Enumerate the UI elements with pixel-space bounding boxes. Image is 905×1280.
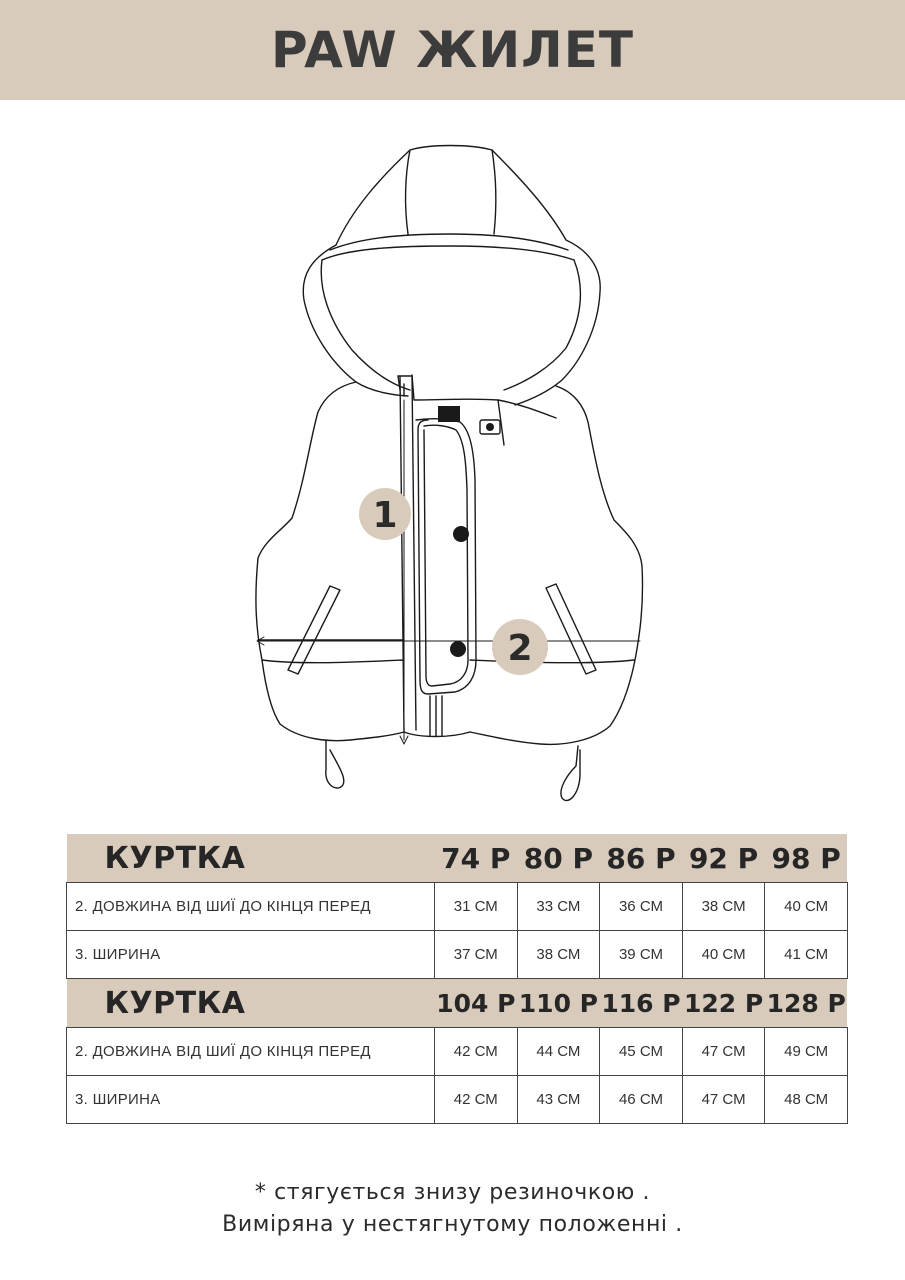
vest-sketch [0,100,905,830]
table-cell: 33 СМ [517,883,600,931]
label-tag [438,406,460,422]
vest-outline [256,146,643,801]
table-header-row [67,979,848,1028]
marker-1 [359,488,411,540]
marker-2 [492,619,548,675]
row-label: 3. ШИРИНА [67,931,435,979]
size-table [66,834,848,1124]
size-header: 92 Р [682,834,765,883]
table-cell: 43 СМ [517,1076,600,1124]
size-header: 116 Р [600,979,683,1028]
table-cell: 47 СМ [682,1028,765,1076]
row-label: 3. ШИРИНА [67,1076,435,1124]
table-cell: 45 СМ [600,1028,683,1076]
size-header: 110 Р [517,979,600,1028]
button-lower [450,641,466,657]
table-cell: 44 СМ [517,1028,600,1076]
table-cell: 49 СМ [765,1028,848,1076]
table-title: КУРТКА [67,979,435,1028]
note-line-1: * стягується знизу резиночкою . [254,1180,651,1205]
table-cell: 47 СМ [682,1076,765,1124]
table-cell: 37 СМ [435,931,518,979]
table-cell: 39 СМ [600,931,683,979]
size-header: 98 Р [765,834,848,883]
table-cell: 40 СМ [682,931,765,979]
size-header: 104 Р [435,979,518,1028]
page-header [0,0,905,100]
table-cell: 42 СМ [435,1028,518,1076]
note-line-2: Виміряна у нестягнутому положенні . [222,1212,683,1237]
table-title: КУРТКА [67,834,435,883]
marker-1-label: 1 [372,495,398,536]
table-cell: 42 СМ [435,1076,518,1124]
marker-2-label: 2 [507,628,533,669]
row-label: 2. ДОВЖИНА ВІД ШИЇ ДО КІНЦЯ ПЕРЕД [67,883,435,931]
table-header-row [67,834,848,883]
table-cell: 36 СМ [600,883,683,931]
table-cell: 38 СМ [682,883,765,931]
page-title: PAW ЖИЛЕТ [271,21,634,79]
row-label: 2. ДОВЖИНА ВІД ШИЇ ДО КІНЦЯ ПЕРЕД [67,1028,435,1076]
table-row [67,1028,848,1076]
table-row [67,883,848,931]
table-row [67,931,848,979]
table-cell: 38 СМ [517,931,600,979]
size-chart [66,834,847,1124]
size-header: 122 Р [682,979,765,1028]
size-header: 128 Р [765,979,848,1028]
table-cell: 31 СМ [435,883,518,931]
table-cell: 46 СМ [600,1076,683,1124]
table-row [67,1076,848,1124]
table-cell: 40 СМ [765,883,848,931]
collar-snap-dot [486,423,494,431]
size-header: 74 Р [435,834,518,883]
size-header: 80 Р [517,834,600,883]
table-cell: 41 СМ [765,931,848,979]
size-header: 86 Р [600,834,683,883]
table-cell: 48 СМ [765,1076,848,1124]
button-upper [453,526,469,542]
